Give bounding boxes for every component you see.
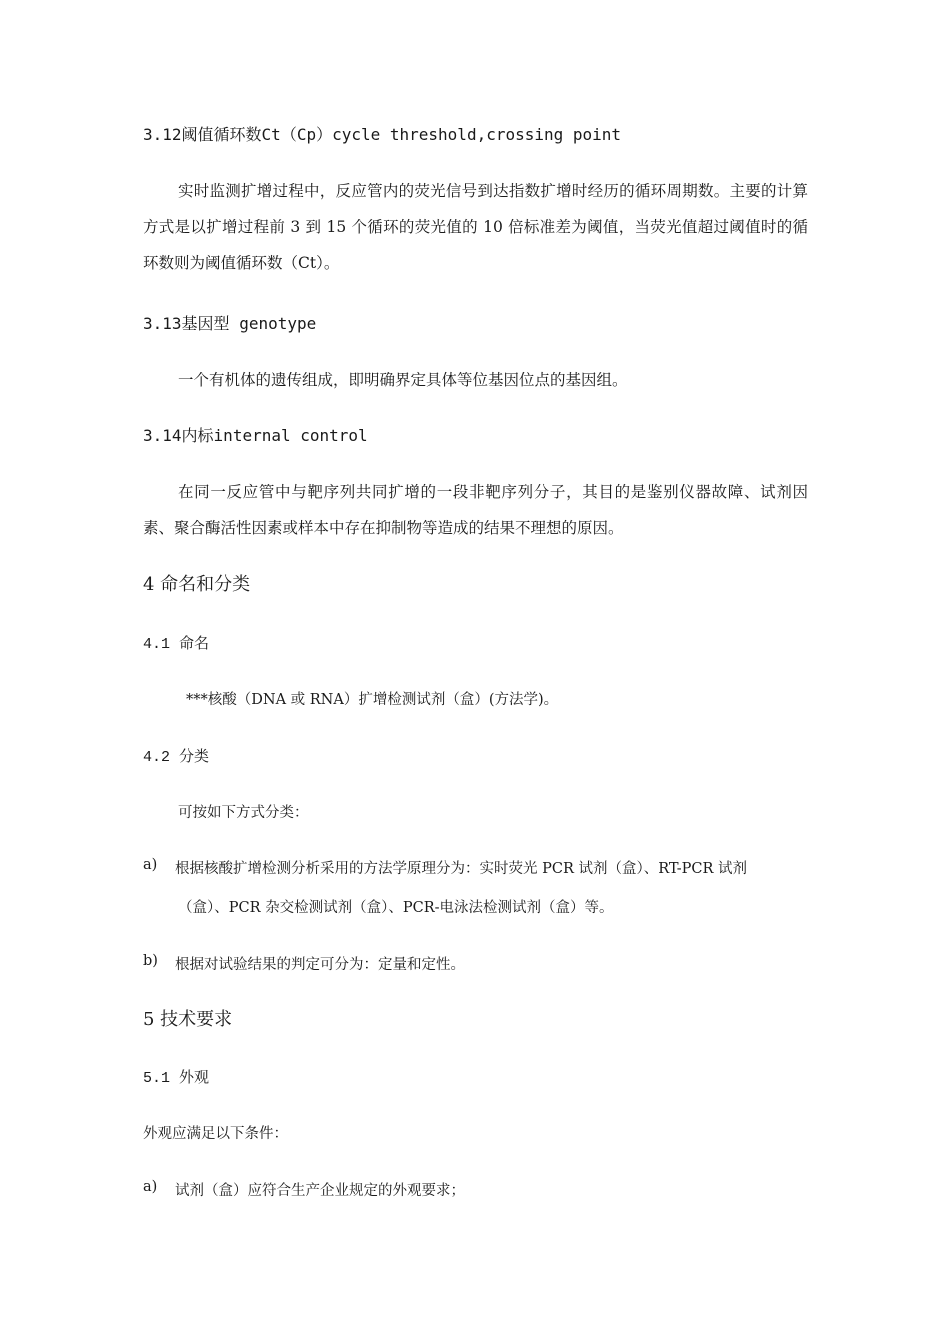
section-number: 3.12 [143, 125, 182, 144]
heading-4-2: 4.2 分类 [143, 749, 210, 766]
heading-4: 4 命名和分类 [143, 574, 251, 595]
heading-cn: 内标 [181, 426, 214, 445]
heading-4-1: 4.1 命名 [143, 636, 210, 653]
paragraph-3-12: 实时监测扩增过程中，反应管内的荧光信号到达指数扩增时经历的循环周期数。主要的计算方式是以扩增过程前 3 到 15 个循环的荧光值的 10 倍标准差为阈值，当荧光值超过阈值时的循环数则为阈值循环数（Ct）。 [143, 182, 808, 272]
heading-en: internal control [213, 426, 368, 445]
list-item-a: 试剂（盒）应符合生产企业规定的外观要求； [175, 1183, 465, 1199]
paragraph-3-13: 一个有机体的遗传组成，即明确界定具体等位基因位点的基因组。 [178, 371, 628, 389]
section-number: 3.14 [143, 426, 182, 445]
list-item-b: 根据对试验结果的判定可分为：定量和定性。 [175, 957, 465, 973]
list-item-b-marker: b) [143, 953, 158, 969]
heading-cn: 阈值循环数 [181, 125, 262, 144]
heading-3-13 [143, 311, 316, 334]
heading-3-14 [143, 423, 368, 446]
heading-en: Ct（Cp）cycle threshold,crossing point [261, 125, 622, 144]
paragraph-3-14: 在同一反应管中与靶序列共同扩增的一段非靶序列分子，其目的是鉴别仪器故障、试剂因素、聚合酶活性因素或样本中存在抑制物等造成的结果不理想的原因。 [143, 483, 808, 537]
heading-cn: 基因型 [181, 314, 230, 333]
list-item-a-line1: 根据核酸扩增检测分析采用的方法学原理分为：实时荧光 PCR 试剂（盒）、RT-PCR 试剂 [175, 861, 747, 877]
list-item-a-marker: a) [143, 857, 158, 873]
heading-3-12 [143, 122, 621, 145]
heading-5: 5 技术要求 [143, 1009, 233, 1030]
heading-en: genotype [239, 314, 317, 333]
list-item-a-marker: a) [143, 1179, 158, 1195]
appearance-intro: 外观应满足以下条件： [143, 1126, 288, 1142]
section-number: 3.13 [143, 314, 182, 333]
classify-intro: 可按如下方式分类： [178, 805, 309, 821]
list-item-a-line2: （盒）、PCR 杂交检测试剂（盒）、PCR-电泳法检测试剂（盒）等。 [178, 900, 614, 916]
naming-rule: ***核酸（DNA 或 RNA）扩增检测试剂（盒）(方法学)。 [186, 692, 559, 708]
heading-5-1: 5.1 外观 [143, 1070, 210, 1087]
